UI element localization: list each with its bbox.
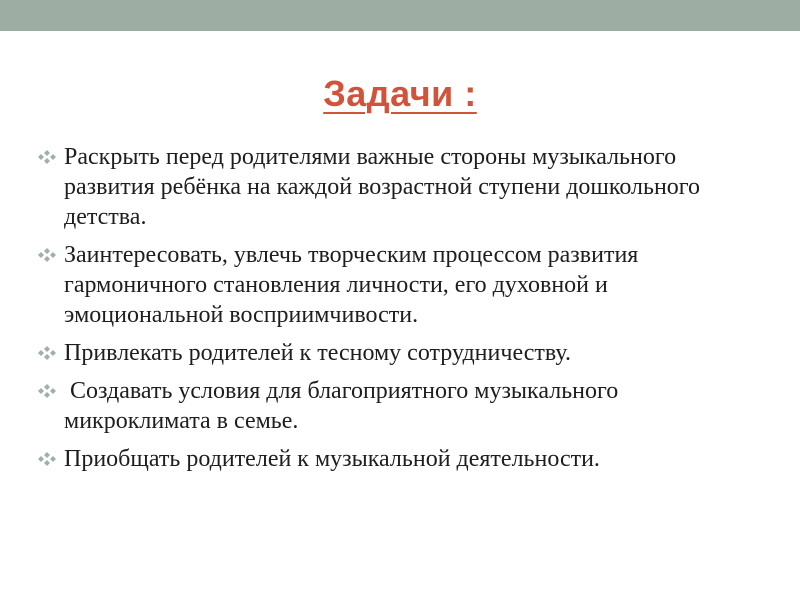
slide-title [0, 72, 800, 116]
top-band [0, 0, 800, 31]
task-list [38, 142, 758, 482]
list-item-text: Приобщать родителей к музыкальной деятельности. [64, 446, 600, 472]
list-item [38, 142, 758, 232]
diamond-cluster-icon [38, 248, 56, 262]
list-item [38, 444, 758, 474]
diamond-cluster-icon [38, 384, 56, 398]
list-item [38, 338, 758, 368]
diamond-cluster-icon [38, 150, 56, 164]
list-item-text: Заинтересовать, увлечь творческим процессом развития гармоничного становления личности, его духовной и эмоциональной восприимчивости. [64, 242, 639, 328]
list-item [38, 240, 758, 330]
diamond-cluster-icon [38, 346, 56, 360]
slide-title-text: Задачи : [323, 73, 477, 114]
diamond-cluster-icon [38, 452, 56, 466]
list-item [38, 376, 758, 436]
list-item-text: Раскрыть перед родителями важные стороны музыкального развития ребёнка на каждой возрастной ступени дошкольного детства. [64, 144, 701, 230]
list-item-text: Создавать условия для благоприятного музыкального микроклимата в семье. [64, 378, 625, 434]
list-item-text: Привлекать родителей к тесному сотрудничеству. [64, 340, 571, 366]
